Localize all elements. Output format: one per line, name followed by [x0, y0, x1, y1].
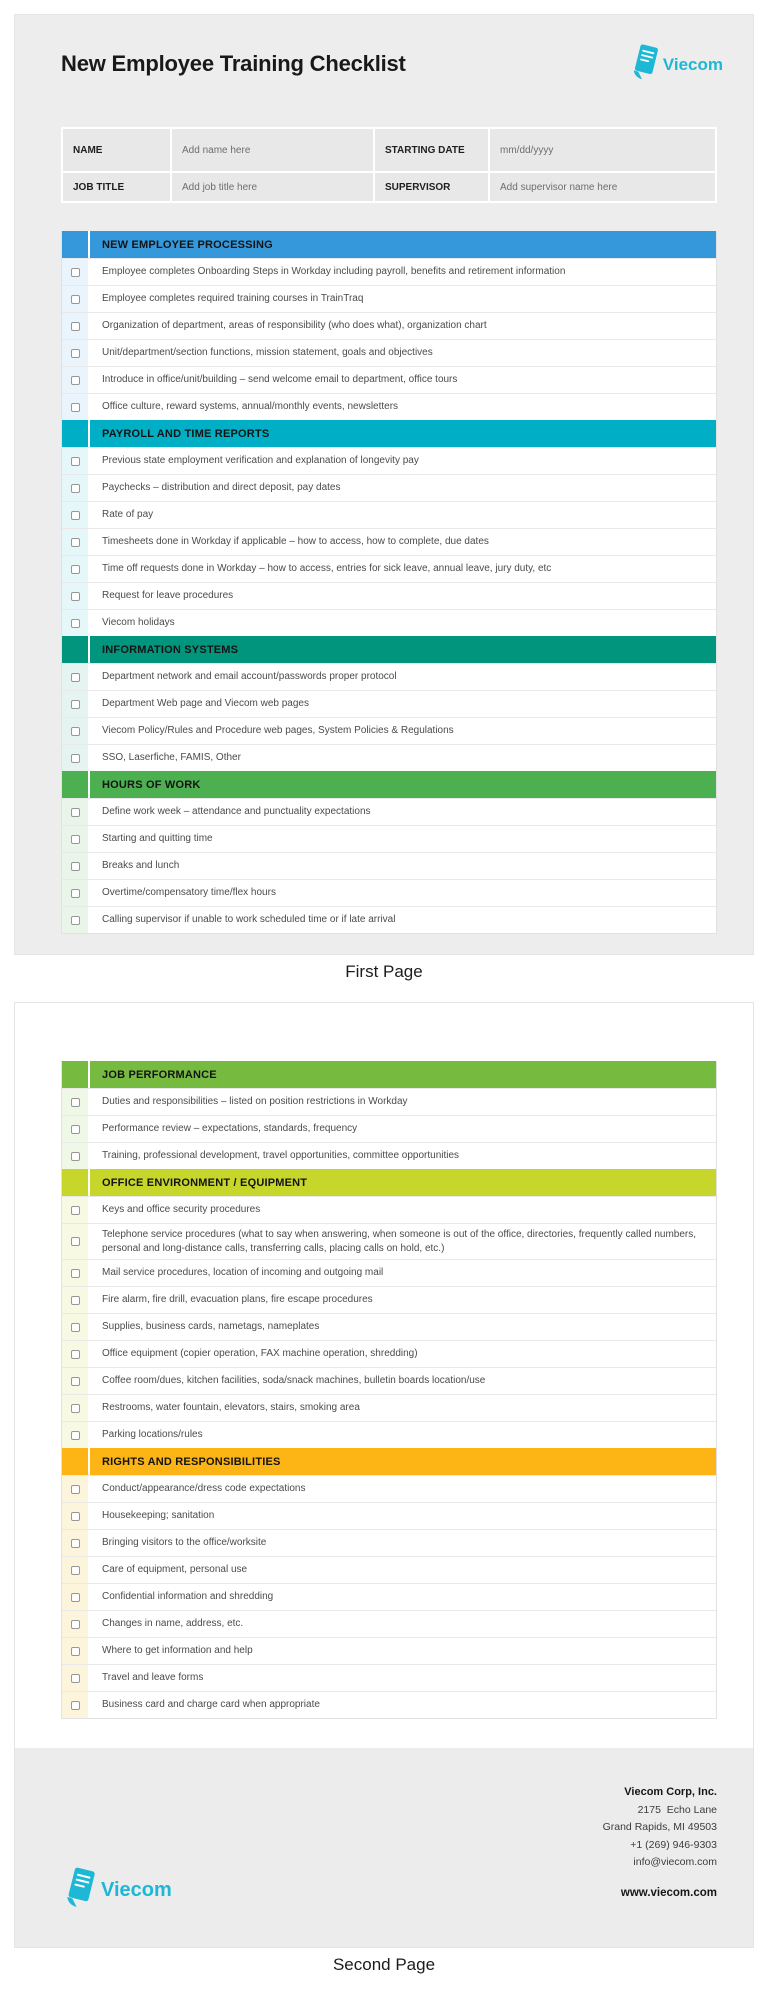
job-title-label-cell: [63, 173, 170, 201]
checklist-item: [62, 582, 716, 609]
checklist-item: [62, 852, 716, 879]
address-line-1: 2175 Echo Lane: [637, 1803, 717, 1816]
company-address-block: [603, 1784, 717, 1902]
checklist-item: [62, 663, 716, 690]
item-label: Restrooms, water fountain, elevators, stairs, smoking area: [102, 1402, 360, 1414]
checkbox[interactable]: [71, 268, 80, 277]
section-header-spacer: [62, 231, 90, 258]
website-url: www.viecom.com: [620, 1886, 717, 1899]
section-header: [62, 1061, 716, 1088]
checkbox[interactable]: [71, 349, 80, 358]
section-header: [62, 771, 716, 798]
checkbox-cell: [62, 1476, 90, 1502]
checklist-item: [62, 258, 716, 285]
item-label: Office culture, reward systems, annual/monthly events, newsletters: [102, 401, 399, 413]
name-label: NAME: [73, 144, 103, 156]
item-label: Introduce in office/unit/building – send welcome email to department, office tours: [102, 374, 458, 386]
checkbox[interactable]: [71, 1593, 80, 1602]
checkbox-cell: [62, 1143, 90, 1169]
checklist-item: [62, 1502, 716, 1529]
checkbox-cell: [62, 826, 90, 852]
section-header-spacer: [62, 771, 90, 798]
item-label: Bringing visitors to the office/worksite: [102, 1537, 267, 1549]
checklist: [61, 1061, 717, 1719]
checkbox[interactable]: [71, 1620, 80, 1629]
checklist-item: [62, 1313, 716, 1340]
checklist-item: [62, 528, 716, 555]
section-header-spacer: [62, 1169, 90, 1196]
checklist-item: [62, 744, 716, 771]
checkbox[interactable]: [71, 1350, 80, 1359]
checklist-item: [62, 501, 716, 528]
checklist-item: [62, 1637, 716, 1664]
checkbox-cell: [62, 529, 90, 555]
item-label: Changes in name, address, etc.: [102, 1618, 244, 1630]
checkbox[interactable]: [71, 1647, 80, 1656]
section-header-spacer: [62, 420, 90, 447]
checkbox-cell: [62, 1665, 90, 1691]
page-title: New Employee Training Checklist: [61, 51, 406, 76]
checkbox-cell: [62, 475, 90, 501]
checkbox[interactable]: [71, 889, 80, 898]
item-label: Confidential information and shredding: [102, 1591, 274, 1603]
section-title: NEW EMPLOYEE PROCESSING: [102, 238, 273, 251]
job-title-placeholder: Add job title here: [182, 181, 258, 193]
checkbox-cell: [62, 718, 90, 744]
first-page-caption: First Page: [345, 962, 423, 981]
checklist-item: [62, 717, 716, 744]
viecom-logo: [630, 43, 723, 81]
checkbox-cell: [62, 1557, 90, 1583]
checkbox[interactable]: [71, 565, 80, 574]
checklist-item: [62, 393, 716, 420]
checklist-item: [62, 1367, 716, 1394]
checklist-item: [62, 906, 716, 933]
checklist-item: [62, 1610, 716, 1637]
company-name: Viecom Corp, Inc.: [624, 1786, 717, 1798]
item-label: Timesheets done in Workday if applicable – how to access, how to complete, due dates: [102, 536, 489, 548]
checkbox[interactable]: [71, 1377, 80, 1386]
checkbox[interactable]: [71, 916, 80, 925]
viecom-document-icon: [630, 43, 660, 81]
checkbox[interactable]: [71, 1701, 80, 1710]
checklist-item: [62, 1421, 716, 1448]
checkbox[interactable]: [71, 1296, 80, 1305]
checklist-item: [62, 1142, 716, 1169]
checkbox[interactable]: [71, 1485, 80, 1494]
checkbox[interactable]: [71, 1431, 80, 1440]
checkbox-cell: [62, 664, 90, 690]
checkbox-cell: [62, 610, 90, 636]
checkbox-cell: [62, 583, 90, 609]
section-title: JOB PERFORMANCE: [102, 1068, 217, 1081]
viecom-document-icon: [63, 1866, 97, 1909]
checkbox-cell: [62, 1503, 90, 1529]
email-address: info@viecom.com: [633, 1856, 717, 1868]
checkbox[interactable]: [71, 862, 80, 871]
checkbox-cell: [62, 691, 90, 717]
item-label: Paychecks – distribution and direct deposit, pay dates: [102, 482, 341, 494]
checklist-item: [62, 339, 716, 366]
checklist-item: [62, 879, 716, 906]
checklist-item: [62, 825, 716, 852]
item-label: Unit/department/section functions, mission statement, goals and objectives: [102, 347, 433, 359]
item-label: Mail service procedures, location of incoming and outgoing mail: [102, 1267, 384, 1279]
checklist-item: [62, 1088, 716, 1115]
checkbox-cell: [62, 1341, 90, 1367]
supervisor-label: SUPERVISOR: [385, 181, 451, 193]
checkbox[interactable]: [71, 1512, 80, 1521]
item-label: Keys and office security procedures: [102, 1204, 261, 1216]
checkbox[interactable]: [71, 376, 80, 385]
starting-date-placeholder: mm/dd/yyyy: [500, 144, 554, 156]
checkbox-cell: [62, 1692, 90, 1718]
checkbox[interactable]: [71, 700, 80, 709]
checkbox-cell: [62, 1584, 90, 1610]
checkbox-cell: [62, 1314, 90, 1340]
checklist-item: [62, 474, 716, 501]
item-label: Organization of department, areas of responsibility (who does what), organization chart: [102, 320, 487, 332]
checkbox[interactable]: [71, 808, 80, 817]
checkbox[interactable]: [71, 457, 80, 466]
checklist-item: [62, 366, 716, 393]
checkbox-cell: [62, 1368, 90, 1394]
item-label: Duties and responsibilities – listed on position restrictions in Workday: [102, 1096, 408, 1108]
checkbox[interactable]: [71, 1237, 80, 1246]
checkbox[interactable]: [71, 619, 80, 628]
checkbox-cell: [62, 1224, 90, 1259]
checkbox[interactable]: [71, 754, 80, 763]
section-title: RIGHTS AND RESPONSIBILITIES: [102, 1455, 281, 1468]
item-label: Time off requests done in Workday – how to access, entries for sick leave, annual leave, jury duty, etc: [102, 563, 552, 575]
checkbox[interactable]: [71, 673, 80, 682]
item-label: Employee completes required training courses in TrainTraq: [102, 293, 364, 305]
item-label: Request for leave procedures: [102, 590, 234, 602]
name-label-cell: [63, 129, 170, 171]
section-header: [62, 1169, 716, 1196]
checkbox[interactable]: [71, 727, 80, 736]
checkbox[interactable]: [71, 835, 80, 844]
section-header: [62, 231, 716, 258]
checkbox-cell: [62, 394, 90, 420]
checkbox-cell: [62, 880, 90, 906]
checkbox-cell: [62, 340, 90, 366]
checklist-item: [62, 1529, 716, 1556]
checkbox-cell: [62, 853, 90, 879]
item-label: Fire alarm, fire drill, evacuation plans, fire escape procedures: [102, 1294, 373, 1306]
checkbox[interactable]: [71, 592, 80, 601]
checkbox[interactable]: [71, 1404, 80, 1413]
supervisor-placeholder: Add supervisor name here: [500, 181, 618, 193]
section-title: PAYROLL AND TIME REPORTS: [102, 427, 270, 440]
checklist-item: [62, 447, 716, 474]
checkbox-cell: [62, 556, 90, 582]
checkbox-cell: [62, 1395, 90, 1421]
checkbox-cell: [62, 1089, 90, 1115]
item-label: Office equipment (copier operation, FAX machine operation, shredding): [102, 1348, 418, 1360]
second-page: [14, 1002, 754, 1948]
checkbox-cell: [62, 259, 90, 285]
checkbox[interactable]: [71, 322, 80, 331]
item-label: Department Web page and Viecom web pages: [102, 698, 309, 710]
item-label: Care of equipment, personal use: [102, 1564, 248, 1576]
item-label: Business card and charge card when appropriate: [102, 1699, 320, 1711]
item-label: Calling supervisor if unable to work scheduled time or if late arrival: [102, 914, 396, 926]
item-label: Telephone service procedures (what to say when answering, when someone is out of the office, directories, frequently called numbers, personal and long-distance calls, transferring calls, placing calls on hold, etc.): [102, 1229, 697, 1254]
section-header-spacer: [62, 636, 90, 663]
checkbox[interactable]: [71, 1539, 80, 1548]
checkbox[interactable]: [71, 1566, 80, 1575]
employee-info-form: [61, 127, 717, 203]
checklist: [61, 231, 717, 934]
checklist-item: [62, 1583, 716, 1610]
item-label: Parking locations/rules: [102, 1429, 203, 1441]
section-title: OFFICE ENVIRONMENT / EQUIPMENT: [102, 1176, 308, 1189]
starting-date-label-cell: [375, 129, 488, 171]
checkbox[interactable]: [71, 538, 80, 547]
checklist-item: [62, 1556, 716, 1583]
checklist-item: [62, 1394, 716, 1421]
checklist-item: [62, 1340, 716, 1367]
checkbox[interactable]: [71, 1269, 80, 1278]
item-label: Travel and leave forms: [102, 1672, 204, 1684]
checkbox[interactable]: [71, 295, 80, 304]
checkbox-cell: [62, 907, 90, 933]
job-title-field[interactable]: [172, 173, 373, 201]
supervisor-label-cell: [375, 173, 488, 201]
checkbox[interactable]: [71, 484, 80, 493]
checkbox[interactable]: [71, 1674, 80, 1683]
checkbox-cell: [62, 1422, 90, 1448]
checklist-item: [62, 1286, 716, 1313]
checklist-item: [62, 1475, 716, 1502]
item-label: Department network and email account/passwords proper protocol: [102, 671, 397, 683]
checkbox[interactable]: [71, 1125, 80, 1134]
checkbox-cell: [62, 286, 90, 312]
checklist-item: [62, 285, 716, 312]
checklist-item: [62, 555, 716, 582]
checkbox-cell: [62, 1116, 90, 1142]
section-header: [62, 636, 716, 663]
item-label: Rate of pay: [102, 509, 154, 521]
item-label: Starting and quitting time: [102, 833, 213, 845]
checkbox-cell: [62, 1611, 90, 1637]
checkbox-cell: [62, 1287, 90, 1313]
checklist-item: [62, 798, 716, 825]
checklist-item: [62, 1115, 716, 1142]
checklist-item: [62, 690, 716, 717]
item-label: Supplies, business cards, nametags, nameplates: [102, 1321, 320, 1333]
checkbox-cell: [62, 313, 90, 339]
checkbox[interactable]: [71, 1206, 80, 1215]
brand-wordmark: Viecom: [101, 1879, 172, 1901]
section-header-spacer: [62, 1061, 90, 1088]
item-label: Housekeeping; sanitation: [102, 1510, 215, 1522]
section-title: HOURS OF WORK: [102, 778, 201, 791]
item-label: Conduct/appearance/dress code expectations: [102, 1483, 306, 1495]
checkbox[interactable]: [71, 1152, 80, 1161]
checkbox-cell: [62, 1197, 90, 1223]
checklist-item: [62, 609, 716, 636]
page-footer: [15, 1748, 753, 1947]
item-label: Training, professional development, travel opportunities, committee opportunities: [102, 1150, 460, 1162]
checkbox[interactable]: [71, 1323, 80, 1332]
checklist-item: [62, 1664, 716, 1691]
checkbox-cell: [62, 799, 90, 825]
checkbox-cell: [62, 367, 90, 393]
brand-wordmark: Viecom: [662, 55, 723, 74]
item-label: Breaks and lunch: [102, 860, 180, 872]
item-label: Coffee room/dues, kitchen facilities, soda/snack machines, bulletin boards location/use: [102, 1375, 486, 1387]
item-label: Define work week – attendance and punctuality expectations: [102, 806, 371, 818]
item-label: SSO, Laserfiche, FAMIS, Other: [102, 752, 241, 764]
address-line-2: Grand Rapids, MI 49503: [602, 1821, 717, 1833]
checklist-item: [62, 312, 716, 339]
starting-date-field[interactable]: [490, 129, 715, 171]
item-label: Overtime/compensatory time/flex hours: [102, 887, 276, 899]
checkbox-cell: [62, 745, 90, 771]
item-label: Performance review – expectations, standards, frequency: [102, 1123, 358, 1135]
job-title-label: JOB TITLE: [73, 181, 125, 193]
name-field[interactable]: [172, 129, 373, 171]
section-header: [62, 420, 716, 447]
checkbox[interactable]: [71, 403, 80, 412]
checkbox-cell: [62, 1260, 90, 1286]
supervisor-field[interactable]: [490, 173, 715, 201]
item-label: Previous state employment verification and explanation of longevity pay: [102, 455, 419, 467]
checkbox-cell: [62, 502, 90, 528]
item-label: Viecom Policy/Rules and Procedure web pages, System Policies & Regulations: [102, 725, 454, 737]
checklist-item: [62, 1691, 716, 1718]
checkbox-cell: [62, 1530, 90, 1556]
checkbox-cell: [62, 1638, 90, 1664]
viecom-logo: [63, 1866, 172, 1909]
name-placeholder: Add name here: [182, 144, 251, 156]
item-label: Where to get information and help: [102, 1645, 253, 1657]
starting-date-label: STARTING DATE: [385, 144, 465, 156]
phone-number: +1 (269) 946-9303: [630, 1838, 717, 1851]
checklist-item: [62, 1259, 716, 1286]
section-header-spacer: [62, 1448, 90, 1475]
checkbox[interactable]: [71, 511, 80, 520]
section-title: INFORMATION SYSTEMS: [102, 643, 239, 656]
checkbox[interactable]: [71, 1098, 80, 1107]
checklist-item: [62, 1196, 716, 1223]
checklist-item: [62, 1223, 716, 1259]
item-label: Employee completes Onboarding Steps in Workday including payroll, benefits and retirement information: [102, 266, 566, 278]
item-label: Viecom holidays: [102, 617, 175, 629]
checkbox-cell: [62, 448, 90, 474]
section-header: [62, 1448, 716, 1475]
second-page-caption: Second Page: [332, 1955, 436, 1974]
first-page: [14, 14, 754, 955]
